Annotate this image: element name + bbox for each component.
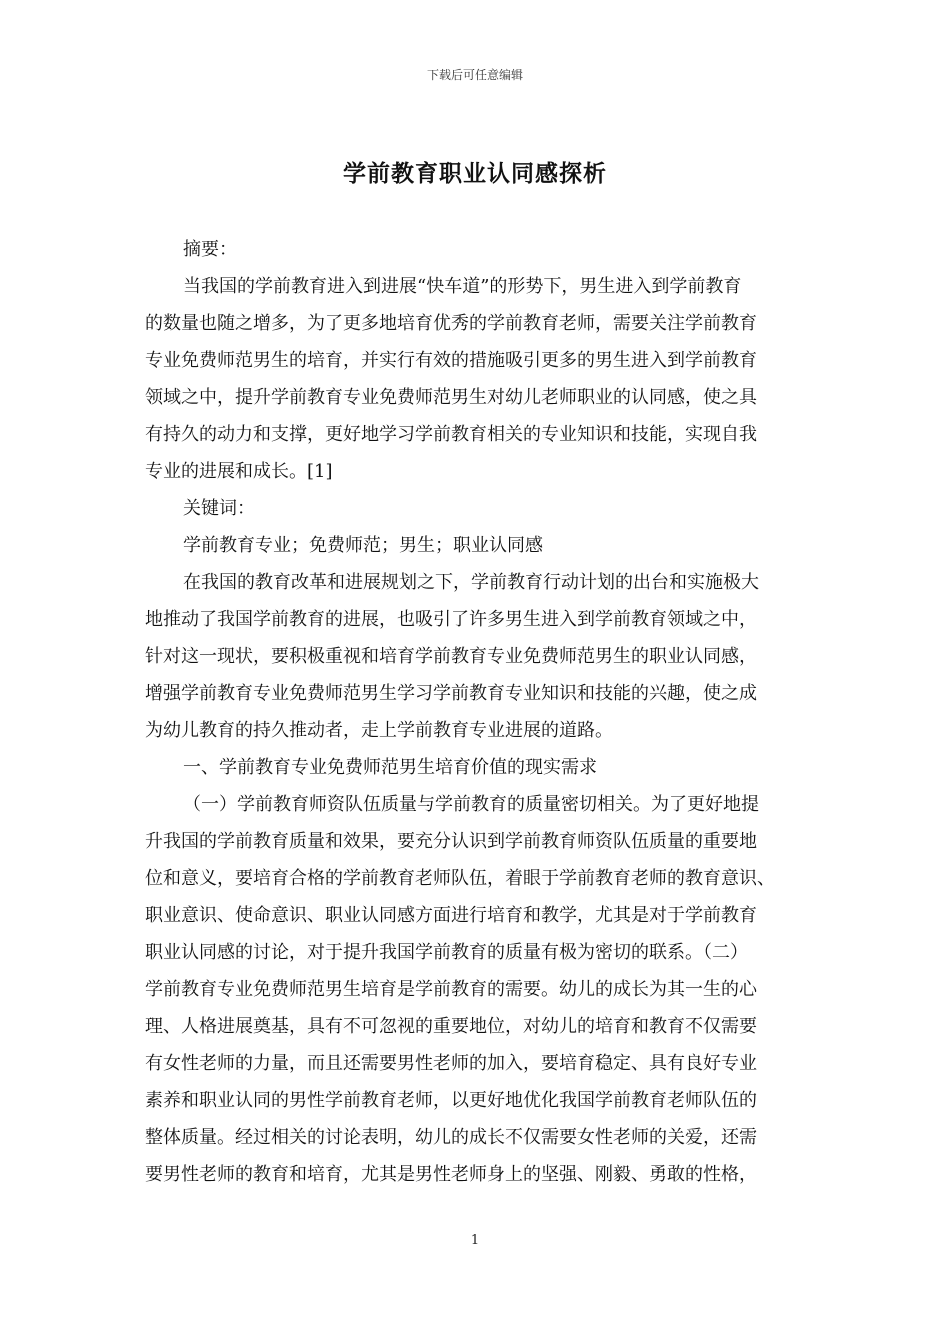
text-line: 学前教育专业免费师范男生培育是学前教育的需要。幼儿的成长为其一生的心 — [145, 979, 757, 1000]
header-note: 下载后可任意编辑 — [426, 68, 523, 82]
page-title: 学前教育职业认同感探析 — [343, 160, 607, 187]
text-line: 专业免费师范男生的培育，并实行有效的措施吸引更多的男生进入到学前教育 — [145, 350, 757, 371]
text-line: 在我国的教育改革和进展规划之下，学前教育行动计划的出台和实施极大 — [183, 572, 759, 593]
page-number: 1 — [470, 1233, 480, 1248]
text-line: 地推动了我国学前教育的进展，也吸引了许多男生进入到学前教育领域之中， — [145, 609, 757, 630]
text-line: 整体质量。经过相关的讨论表明，幼儿的成长不仅需要女性老师的关爱，还需 — [145, 1127, 757, 1148]
text-line: 职业意识、使命意识、职业认同感方面进行培育和教学，尤其是对于学前教育 — [145, 905, 757, 926]
text-line: （一）学前教育师资队伍质量与学前教育的质量密切相关。为了更好地提 — [183, 794, 759, 815]
text-line: 职业认同感的讨论，对于提升我国学前教育的质量有极为密切的联系。（二） — [145, 942, 748, 963]
text-line: 为幼儿教育的持久推动者，走上学前教育专业进展的道路。 — [145, 720, 613, 741]
text-line: 理、人格进展奠基，具有不可忽视的重要地位，对幼儿的培育和教育不仅需要 — [145, 1016, 757, 1037]
text-line: 升我国的学前教育质量和效果，要充分认识到学前教育师资队伍质量的重要地 — [145, 831, 757, 852]
text-line: 针对这一现状，要积极重视和培育学前教育专业免费师范男生的职业认同感， — [145, 646, 757, 667]
text-line: 专业的进展和成长。[1] — [145, 461, 333, 482]
text-line: 的数量也随之增多，为了更多地培育优秀的学前教育老师，需要关注学前教育 — [145, 313, 757, 334]
text-line: 学前教育专业；免费师范；男生；职业认同感 — [183, 535, 543, 556]
text-line: 当我国的学前教育进入到进展“快车道”的形势下，男生进入到学前教育 — [183, 276, 742, 297]
text-line: 一、学前教育专业免费师范男生培育价值的现实需求 — [183, 757, 597, 778]
text-line: 素养和职业认同的男性学前教育老师，以更好地优化我国学前教育老师队伍的 — [145, 1090, 757, 1111]
text-line: 要男性老师的教育和培育，尤其是男性老师身上的坚强、刚毅、勇敢的性格， — [145, 1164, 757, 1185]
text-line: 摘要： — [183, 239, 237, 260]
text-line: 增强学前教育专业免费师范男生学习学前教育专业知识和技能的兴趣，使之成 — [145, 683, 757, 704]
text-line: 有女性老师的力量，而且还需要男性老师的加入，要培育稳定、具有良好专业 — [145, 1053, 757, 1074]
text-line: 有持久的动力和支撑，更好地学习学前教育相关的专业知识和技能，实现自我 — [145, 424, 757, 445]
text-line: 位和意义，要培育合格的学前教育老师队伍，着眼于学前教育老师的教育意识、 — [145, 868, 775, 889]
text-line: 关键词： — [183, 498, 255, 519]
text-line: 领域之中，提升学前教育专业免费师范男生对幼儿老师职业的认同感，使之具 — [145, 387, 757, 408]
document-body — [145, 231, 821, 1193]
